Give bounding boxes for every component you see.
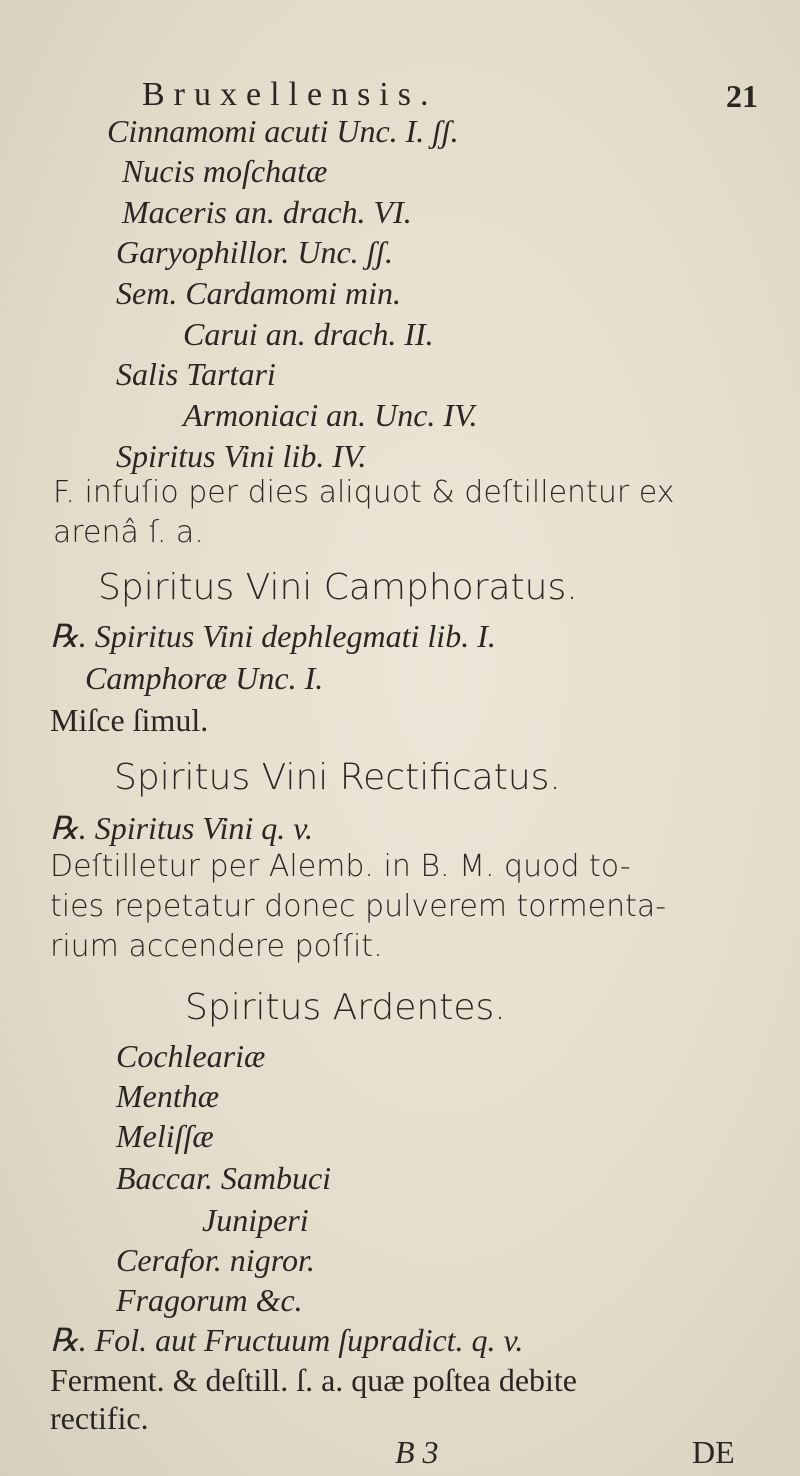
- catchword: DE: [692, 1434, 735, 1470]
- ingredient-line: Cinnamomi acuti Unc. I. ʃʃ.: [107, 113, 459, 149]
- instruction-line: F. infuſio per dies aliquot & deſtillentur ex: [53, 475, 675, 510]
- running-header: Bruxellensis.: [142, 76, 438, 113]
- instruction-line: ties repetatur donec pulverem tormenta-: [50, 889, 667, 924]
- instruction-line: Deſtilletur per Alemb. in B. M. quod to-: [50, 849, 631, 884]
- instruction-line: arenâ ſ. a.: [53, 515, 204, 550]
- ingredient-line: Spiritus Vini lib. IV.: [116, 438, 367, 474]
- page-number: 21: [726, 78, 758, 114]
- instruction-line: Miſce ſimul.: [50, 702, 209, 738]
- ingredient-line: ℞. Spiritus Vini dephlegmati lib. I.: [50, 618, 496, 654]
- ingredient-line: Fragorum &c.: [116, 1282, 303, 1318]
- section-heading: Spiritus Vini Camphoratus.: [98, 567, 578, 608]
- signature-mark: B 3: [395, 1434, 439, 1470]
- section-heading: Spiritus Ardentes.: [185, 987, 506, 1028]
- ingredient-line: Juniperi: [202, 1202, 309, 1238]
- instruction-line: Ferment. & deſtill. ſ. a. quæ poſtea debite: [50, 1362, 577, 1398]
- ingredient-line: Maceris an. drach. VI.: [122, 194, 412, 230]
- instruction-line: rectific.: [50, 1400, 149, 1436]
- ingredient-line: Cerafor. nigror.: [116, 1242, 315, 1278]
- ingredient-line: ℞. Spiritus Vini q. v.: [50, 810, 314, 846]
- instruction-line: rium accendere poſſit.: [50, 929, 383, 964]
- ingredient-line: Nucis moſchatæ: [122, 153, 328, 189]
- ingredient-line: Salis Tartari: [116, 356, 276, 392]
- ingredient-line: Cochleariæ: [116, 1038, 266, 1074]
- ingredient-line: Baccar. Sambuci: [116, 1160, 332, 1196]
- section-heading: Spiritus Vini Rectificatus.: [114, 757, 561, 798]
- ingredient-line: Sem. Cardamomi min.: [116, 275, 402, 311]
- ingredient-line: Armoniaci an. Unc. IV.: [183, 397, 478, 433]
- ingredient-line: ℞. Fol. aut Fructuum ſupradict. q. v.: [50, 1322, 524, 1358]
- ingredient-line: Carui an. drach. II.: [183, 316, 434, 352]
- ingredient-line: Menthæ: [116, 1078, 220, 1114]
- ingredient-line: Garyophillor. Unc. ʃʃ.: [116, 234, 393, 270]
- ingredient-line: Camphoræ Unc. I.: [85, 660, 324, 696]
- ingredient-line: Meliſſæ: [116, 1118, 214, 1154]
